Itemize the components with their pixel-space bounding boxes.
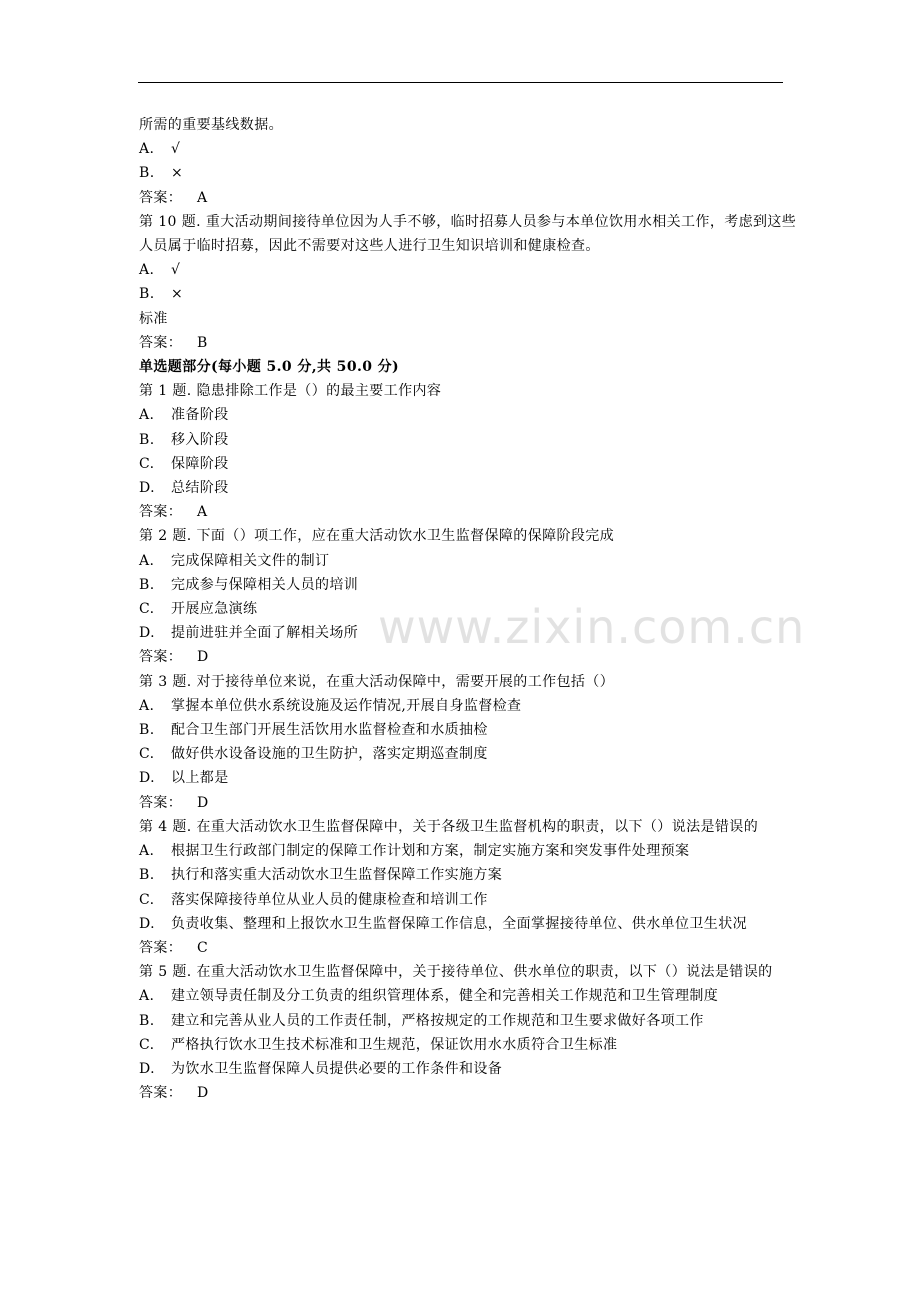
question-text: 第 3 题. 对于接待单位来说，在重大活动保障中，需要开展的工作包括（） [139,673,615,690]
option-letter: D. [139,915,155,932]
body-text: 所需的重要基线数据。 [139,117,283,133]
answer-line [139,331,799,355]
option-line [139,888,799,912]
option-line [139,161,799,185]
answer-label: 答案： [139,794,183,811]
option-line [139,258,799,282]
question-text: 第 1 题. 隐患排除工作是（）的最主要工作内容 [139,383,442,400]
option-line [139,1033,799,1057]
answer-line [139,1081,799,1105]
option-letter: D. [139,625,155,642]
answer-label: 答案： [139,1085,183,1102]
question-text: 第 4 题. 在重大活动饮水卫生监督保障中，关于各级卫生监督机构的职责，以下（）说法是错误的 [139,818,759,835]
answer-value: B [197,334,208,351]
question-text: 第 2 题. 下面（）项工作，应在重大活动饮水卫生监督保障的保障阶段完成 [139,528,615,545]
option-letter: B. [139,722,155,739]
option-letter: C. [139,601,155,618]
option-text: 为饮水卫生监督保障人员提供必要的工作条件和设备 [171,1060,503,1077]
option-line [139,742,799,766]
answer-label: 答案： [139,504,183,521]
option-text: 建立和完善从业人员的工作责任制，严格按规定的工作规范和卫生要求做好各项工作 [171,1012,704,1029]
option-text: 准备阶段 [171,407,229,424]
answer-line [139,791,799,815]
answer-value: D [197,649,209,666]
option-text: 以上都是 [171,770,229,787]
option-letter: A. [139,552,155,569]
option-line [139,1057,799,1081]
option-text: 开展应急演练 [171,601,258,618]
option-letter: B. [139,431,155,448]
option-line [139,1009,799,1033]
watermark: www.zixin.com.cn [378,600,806,654]
option-line [139,403,799,427]
option-line [139,452,799,476]
option-text: √ [171,141,181,158]
body-text: 标准 [139,310,168,327]
option-letter: B. [139,1012,155,1029]
answer-label: 答案： [139,189,183,206]
option-letter: A. [139,141,155,158]
option-letter: C. [139,1036,155,1053]
option-letter: A. [139,988,155,1005]
answer-value: C [197,939,209,956]
option-text: 执行和落实重大活动饮水卫生监督保障工作实施方案 [171,867,503,884]
option-text: √ [171,262,181,279]
option-letter: A. [139,843,155,860]
option-line [139,766,799,790]
option-line [139,282,799,306]
option-line [139,718,799,742]
question-text: 第 5 题. 在重大活动饮水卫生监督保障中，关于接待单位、供水单位的职责，以下（）说法是错误的 [139,964,773,981]
option-text: 总结阶段 [171,480,229,497]
option-line [139,549,799,573]
answer-value: A [197,189,208,206]
option-line [139,428,799,452]
option-text: × [171,286,184,303]
option-letter: C. [139,746,155,763]
option-text: 严格执行饮水卫生技术标准和卫生规范，保证饮用水水质符合卫生标准 [171,1036,618,1053]
answer-line [139,186,799,210]
option-text: × [171,165,184,182]
option-letter: D. [139,480,155,497]
answer-value: D [197,1085,209,1102]
option-letter: A. [139,697,155,714]
option-letter: D. [139,770,155,787]
option-text: 提前进驻并全面了解相关场所 [171,625,359,642]
option-text: 建立领导责任制及分工负责的组织管理体系，健全和完善相关工作规范和卫生管理制度 [171,988,719,1005]
answer-label: 答案： [139,649,183,666]
option-letter: A. [139,407,155,424]
option-letter: C. [139,455,155,472]
header-rule [138,82,783,83]
answer-label: 答案： [139,939,183,956]
option-letter: C. [139,891,155,908]
option-text: 完成参与保障相关人员的培训 [171,576,359,593]
option-line [139,476,799,500]
option-text: 完成保障相关文件的制订 [171,552,330,569]
option-text: 掌握本单位供水系统设施及运作情况,开展自身监督检查 [171,697,522,714]
option-line [139,573,799,597]
answer-value: D [197,794,209,811]
option-letter: B. [139,165,155,182]
answer-line [139,936,799,960]
section-heading: 单选题部分(每小题 5.0 分,共 50.0 分) [139,359,400,376]
option-text: 配合卫生部门开展生活饮用水监督检查和水质抽检 [171,722,488,739]
answer-value: A [197,504,208,521]
option-text: 移入阶段 [171,431,229,448]
option-letter: B. [139,576,155,593]
option-line [139,912,799,936]
option-text: 做好供水设备设施的卫生防护，落实定期巡查制度 [171,746,488,763]
option-letter: B. [139,867,155,884]
option-text: 负责收集、整理和上报饮水卫生监督保障工作信息，全面掌握接待单位、供水单位卫生状况 [171,915,747,932]
option-line [139,863,799,887]
question-text: 第 10 题. 重大活动期间接待单位因为人手不够，临时招募人员参与本单位饮用水相关工作，考虑到这些人员属于临时招募，因此不需要对这些人进行卫生知识培训和健康检查。 [139,213,797,255]
option-letter: A. [139,262,155,279]
answer-line [139,500,799,524]
option-letter: D. [139,1060,155,1077]
option-letter: B. [139,286,155,303]
option-line [139,137,799,161]
option-text: 落实保障接待单位从业人员的健康检查和培训工作 [171,891,488,908]
option-text: 保障阶段 [171,455,229,472]
answer-label: 答案： [139,334,183,351]
option-line [139,984,799,1008]
option-line [139,694,799,718]
option-text: 根据卫生行政部门制定的保障工作计划和方案，制定实施方案和突发事件处理预案 [171,843,690,860]
option-line [139,839,799,863]
